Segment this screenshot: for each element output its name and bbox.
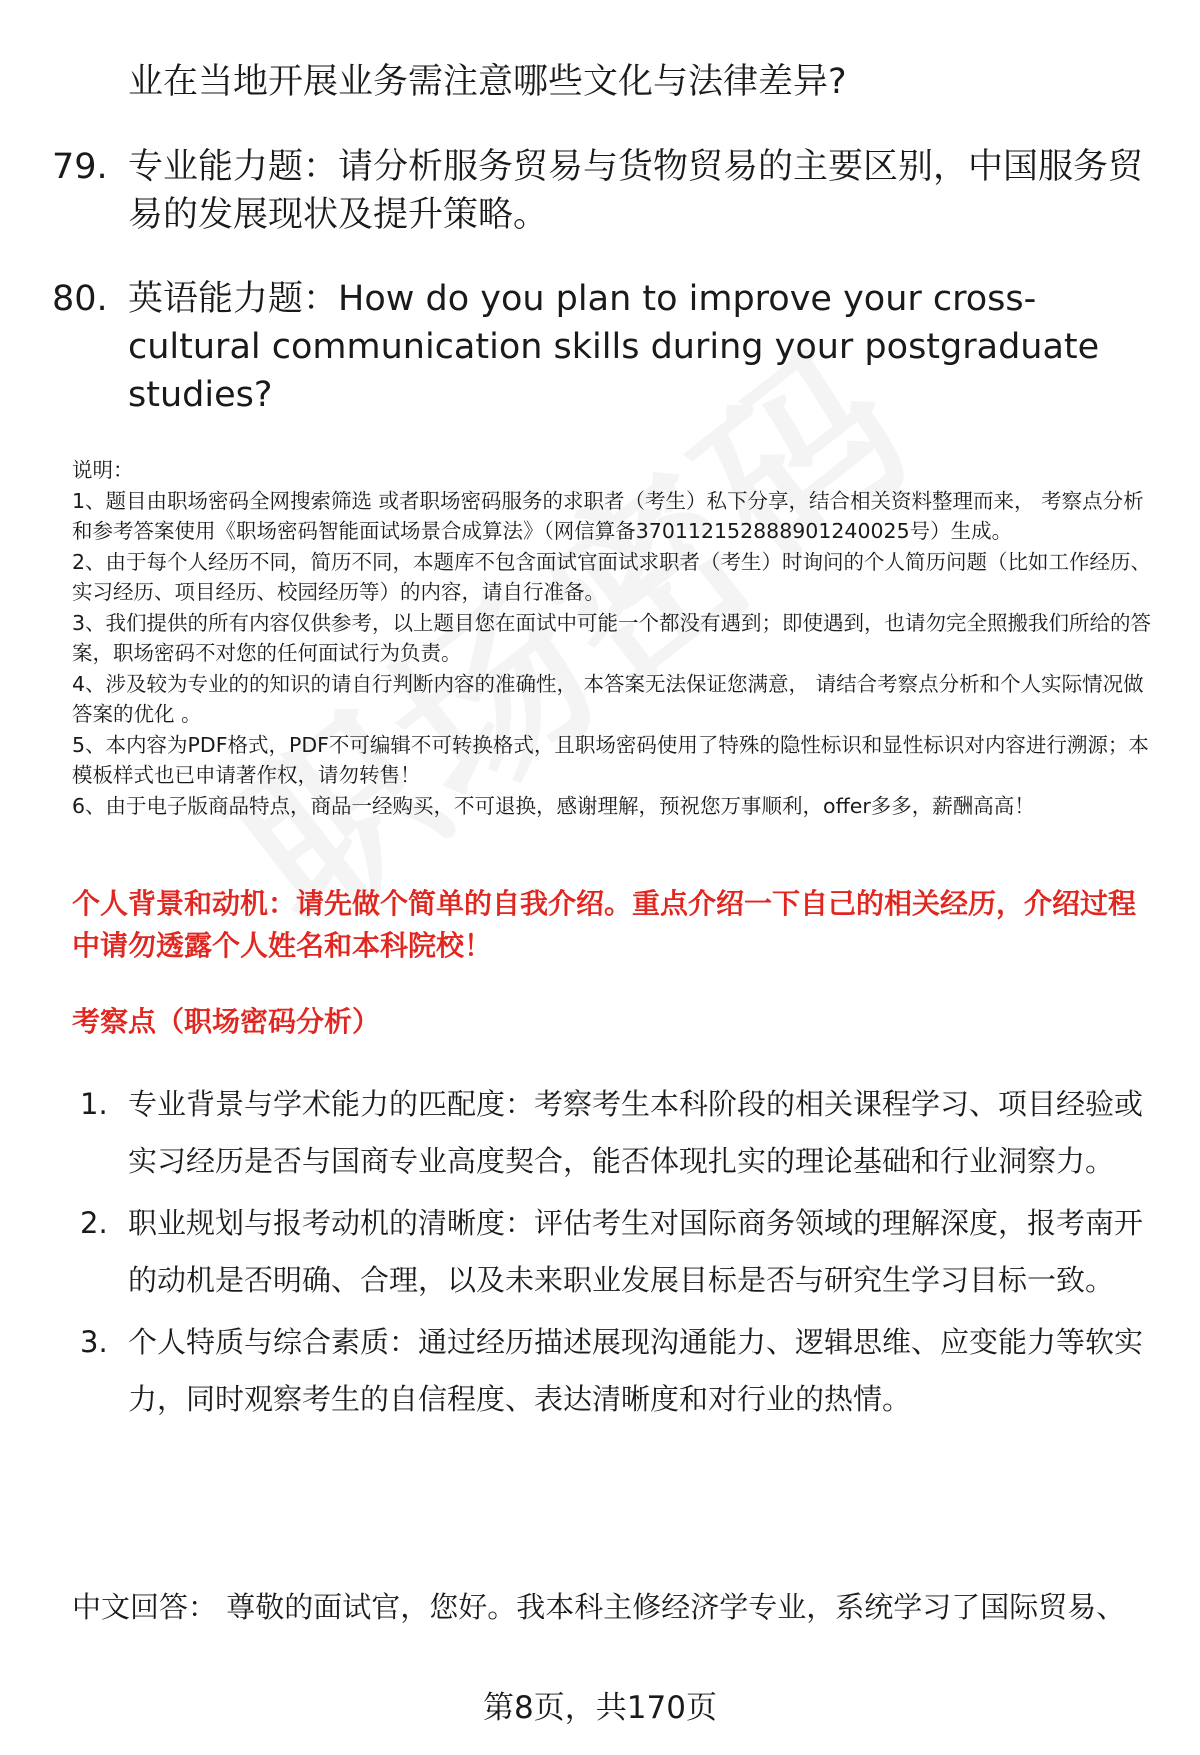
- question-text: 英语能力题：How do you plan to improve your cross-cultural communication skills during your postgraduate studies?: [128, 279, 1100, 415]
- point-text: 专业背景与学术能力的匹配度：考察考生本科阶段的相关课程学习、项目经验或实习经历是否与国商专业高度契合，能否体现扎实的理论基础和行业洞察力。: [128, 1087, 1144, 1178]
- notes-heading: 说明：: [72, 458, 134, 482]
- note-item: 4、涉及较为专业的的知识的请自行判断内容的准确性， 本答案无法保证您满意， 请结合考察点分析和个人实际情况做答案的优化 。: [72, 671, 1144, 726]
- note-item: 3、我们提供的所有内容仅供参考，以上题目您在面试中可能一个都没有遇到；即使遇到，也请勿完全照搬我们所给的答案，职场密码不对您的任何面试行为负责。: [72, 610, 1152, 665]
- answer-text: 尊敬的面试官，您好。我本科主修经济学专业，系统学习了国际贸易、: [226, 1590, 1126, 1624]
- notes-section: [72, 455, 1162, 821]
- note-item: 2、由于每个人经历不同，简历不同，本题库不包含面试官面试求职者（考生）时询问的个人简历问题（比如工作经历、实习经历、项目经历、校园经历等）的内容，请自行准备。: [72, 549, 1152, 604]
- question-80: [52, 275, 1162, 419]
- analysis-title: 考察点（职场密码分析）: [72, 1005, 381, 1038]
- question-number: 80.: [52, 279, 108, 319]
- answer-label: 中文回答：: [72, 1590, 218, 1624]
- point-number: 1.: [80, 1087, 108, 1121]
- question-number: 79.: [52, 147, 108, 187]
- analysis-point: [80, 1076, 1160, 1190]
- point-text: 职业规划与报考动机的清晰度：评估考生对国际商务领域的理解深度，报考南开的动机是否明确、合理，以及未来职业发展目标是否与研究生学习目标一致。: [128, 1206, 1144, 1297]
- note-item: 1、题目由职场密码全网搜索筛选 或者职场密码服务的求职者（考生）私下分享，结合相关资料整理而来， 考察点分析和参考答案使用《职场密码智能面试场景合成算法》（网信算备370112152888901240025号）生成。: [72, 488, 1144, 543]
- point-number: 2.: [80, 1206, 108, 1240]
- point-number: 3.: [80, 1325, 108, 1359]
- question-continuation: 业在当地开展业务需注意哪些文化与法律差异?: [128, 62, 847, 102]
- intro-question: 个人背景和动机：请先做个简单的自我介绍。重点介绍一下自己的相关经历，介绍过程中请勿透露个人姓名和本科院校！: [72, 887, 1137, 962]
- analysis-points-list: [80, 1076, 1160, 1433]
- question-text: 专业能力题：请分析服务贸易与货物贸易的主要区别，中国服务贸易的发展现状及提升策略。: [128, 147, 1144, 235]
- note-item: 6、由于电子版商品特点，商品一经购买，不可退换，感谢理解，预祝您万事顺利，offer多多，薪酬高高！: [72, 793, 1035, 818]
- analysis-point: [80, 1314, 1160, 1428]
- analysis-point: [80, 1195, 1160, 1309]
- question-79: [52, 143, 1162, 239]
- page-footer: 第8页，共170页: [483, 1690, 717, 1726]
- point-text: 个人特质与综合素质：通过经历描述展现沟通能力、逻辑思维、应变能力等软实力，同时观察考生的自信程度、表达清晰度和对行业的热情。: [128, 1325, 1144, 1416]
- answer-paragraph: [72, 1585, 1162, 1629]
- note-item: 5、本内容为PDF格式，PDF不可编辑不可转换格式，且职场密码使用了特殊的隐性标识和显性标识对内容进行溯源；本模板样式也已申请著作权，请勿转售！: [72, 732, 1149, 787]
